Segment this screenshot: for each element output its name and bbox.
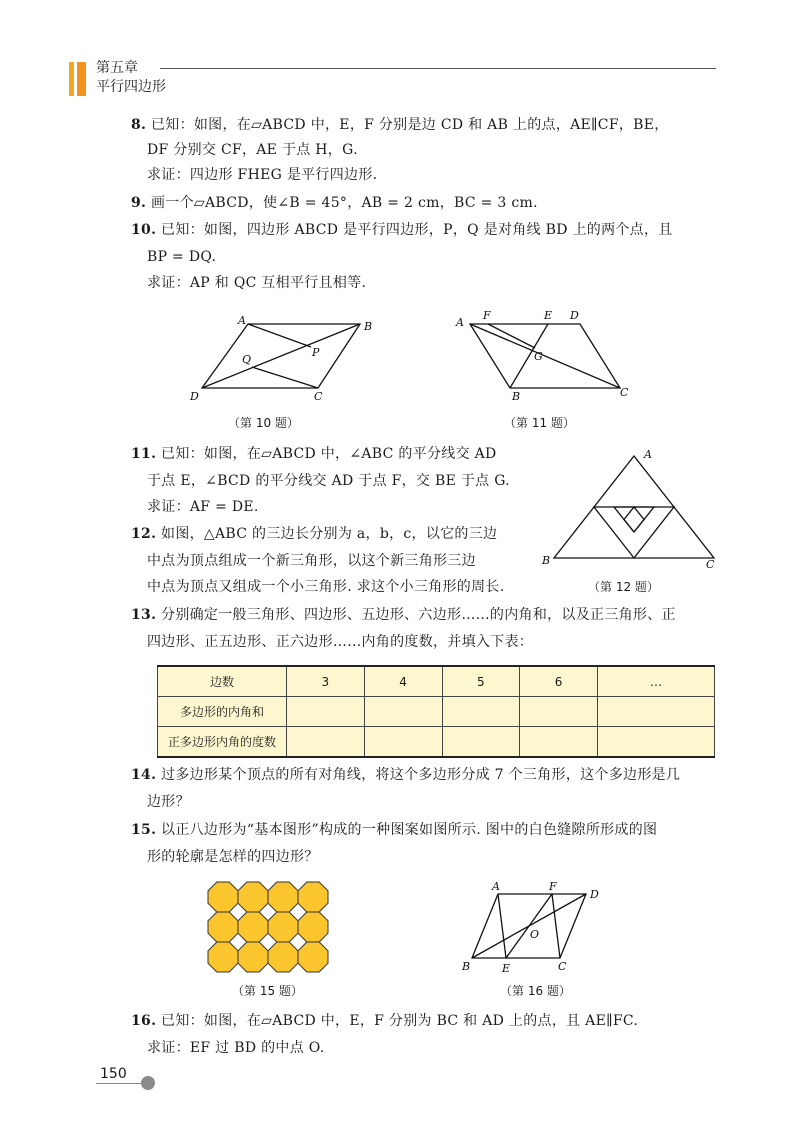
problem-12-line-2: 中点为顶点组成一个新三角形，以这个新三角形三边	[147, 553, 476, 569]
figure-15-octagon-pattern	[206, 880, 332, 974]
problem-text: 已知：如图，在▱ABCD 中，∠ABC 的平分线交 AD	[161, 446, 497, 462]
table-header-cell: 5	[442, 666, 520, 697]
footer-dot	[141, 1076, 155, 1090]
table-cell	[442, 697, 520, 727]
label-C: C	[620, 386, 629, 399]
table-row-label: 正多边形内角的度数	[158, 727, 287, 758]
octagon-tile	[238, 942, 268, 972]
octagon-tile	[238, 882, 268, 912]
problem-10-line-2: BP = DQ.	[147, 249, 217, 265]
problem-16-line-2: 求证：EF 过 BD 的中点 O.	[147, 1040, 325, 1056]
problem-8-line-1	[131, 116, 669, 134]
figure-16-caption: （第 16 题）	[500, 984, 571, 998]
figure-10-caption: （第 10 题）	[228, 416, 299, 430]
table-cell	[520, 697, 598, 727]
problem-text: 已知：如图，四边形 ABCD 是平行四边形，P，Q 是对角线 BD 上的两个点，且	[161, 222, 673, 238]
problem-12-line-3: 中点为顶点又组成一个小三角形. 求这个小三角形的周长.	[147, 579, 505, 595]
table-header-cell: 4	[364, 666, 442, 697]
table-cell	[364, 727, 442, 758]
table-cell	[520, 727, 598, 758]
problem-9-line-1	[131, 194, 538, 212]
octagon-tile	[298, 942, 328, 972]
problem-number: 10.	[131, 222, 157, 238]
problem-number: 13.	[131, 607, 157, 623]
table-cell	[598, 697, 715, 727]
label-E: E	[544, 309, 553, 322]
label-C: C	[558, 960, 567, 973]
figure-11-caption: （第 11 题）	[504, 416, 575, 430]
problem-number: 15.	[131, 822, 157, 838]
problem-13-line-1	[131, 606, 676, 624]
octagon-tile	[208, 912, 238, 942]
label-D: D	[570, 309, 579, 322]
label-O: O	[530, 928, 540, 941]
problem-16-line-1	[131, 1012, 638, 1030]
octagon-tile	[298, 882, 328, 912]
problem-8-line-2: DF 分别交 CF，AE 于点 H，G.	[147, 142, 358, 158]
octagon-tile	[268, 912, 298, 942]
problem-8-line-3: 求证：四边形 FHEG 是平行四边形.	[147, 167, 378, 183]
label-D: D	[190, 390, 199, 403]
problem-15-line-1	[131, 821, 657, 839]
problem-number: 16.	[131, 1013, 157, 1029]
table-cell	[364, 697, 442, 727]
octagon-tile	[208, 882, 238, 912]
problem-text: 画一个▱ABCD，使∠B = 45°，AB = 2 cm，BC = 3 cm.	[150, 195, 538, 211]
label-B: B	[512, 390, 521, 403]
problem-text: 过多边形某个顶点的所有对角线，将这个多边形分成 7 个三角形，这个多边形是几	[161, 767, 681, 783]
header-accent-bar	[77, 62, 86, 96]
label-A: A	[456, 316, 464, 329]
figure-10-parallelogram	[186, 310, 386, 406]
octagon-tile	[238, 912, 268, 942]
problem-text: 以正八边形为“基本图形”构成的一种图案如图所示. 图中的白色缝隙所形成的图	[161, 822, 658, 838]
label-C: C	[314, 390, 323, 403]
problem-11-line-3: 求证：AF = DE.	[147, 499, 259, 515]
problem-text: 如图，△ABC 的三边长分别为 a，b，c，以它的三边	[161, 526, 498, 542]
table-row	[158, 727, 715, 758]
label-F: F	[483, 309, 491, 322]
label-B: B	[462, 960, 471, 973]
table-cell	[598, 727, 715, 758]
problem-text: 已知：如图，在▱ABCD 中，E，F 分别为 BC 和 AD 上的点，且 AE∥FC.	[161, 1013, 639, 1029]
label-A: A	[644, 448, 652, 461]
problem-15-line-2: 形的轮廓是怎样的四边形？	[147, 849, 319, 865]
label-B: B	[542, 554, 551, 567]
table-header-row	[158, 666, 715, 697]
problem-13-line-2: 四边形、正五边形、正六边形……内角的度数，并填入下表：	[147, 634, 534, 650]
table-cell	[442, 727, 520, 758]
table-header-cell: 3	[287, 666, 365, 697]
table-cell	[287, 697, 365, 727]
problem-12-line-1	[131, 525, 497, 543]
table-header-cell: 6	[520, 666, 598, 697]
figure-15-caption: （第 15 题）	[232, 984, 303, 998]
table-row-label: 多边形的内角和	[158, 697, 287, 727]
label-E: E	[502, 962, 511, 975]
problem-number: 14.	[131, 767, 157, 783]
problem-11-line-2: 于点 E，∠BCD 的平分线交 AD 于点 F，交 BE 于点 G.	[147, 473, 510, 489]
label-Q: Q	[242, 353, 252, 366]
octagon-tile	[268, 882, 298, 912]
label-F: F	[549, 880, 557, 893]
table-header-cell: 边数	[158, 666, 287, 697]
problem-10-line-3: 求证：AP 和 QC 互相平行且相等.	[147, 275, 367, 291]
octagon-tile	[298, 912, 328, 942]
problem-text: 分别确定一般三角形、四边形、五边形、六边形……的内角和，以及正三角形、正	[161, 607, 676, 623]
problem-number: 9.	[131, 195, 147, 211]
section-title: 平行四边形	[96, 79, 166, 95]
problem-14-line-1	[131, 766, 680, 784]
header-rule	[160, 68, 716, 69]
table-header-cell: …	[598, 666, 715, 697]
table-cell	[287, 727, 365, 758]
figure-16-parallelogram	[456, 878, 606, 976]
label-C: C	[706, 558, 715, 571]
figure-12-triangle	[538, 444, 720, 572]
figure-11-parallelogram	[450, 308, 640, 406]
octagon-tile	[208, 942, 238, 972]
chapter-title: 第五章	[96, 60, 138, 76]
problem-number: 11.	[131, 446, 157, 462]
label-A: A	[492, 880, 500, 893]
interior-angle-table	[157, 665, 715, 758]
page-number: 150	[100, 1066, 127, 1082]
label-B: B	[364, 320, 373, 333]
problem-text: 已知：如图，在▱ABCD 中，E，F 分别是边 CD 和 AB 上的点，AE∥CF，BE，	[150, 117, 669, 133]
problem-14-line-2: 边形？	[147, 794, 190, 810]
problem-10-line-1	[131, 221, 673, 239]
table-row	[158, 697, 715, 727]
header-accent-bar	[69, 62, 74, 96]
problem-number: 8.	[131, 117, 147, 133]
figure-12-caption: （第 12 题）	[588, 580, 659, 594]
octagon-tile	[268, 942, 298, 972]
problem-11-line-1	[131, 445, 497, 463]
label-G: G	[534, 350, 543, 363]
label-A: A	[238, 314, 246, 327]
label-P: P	[312, 346, 320, 359]
label-D: D	[590, 888, 599, 901]
problem-number: 12.	[131, 526, 157, 542]
